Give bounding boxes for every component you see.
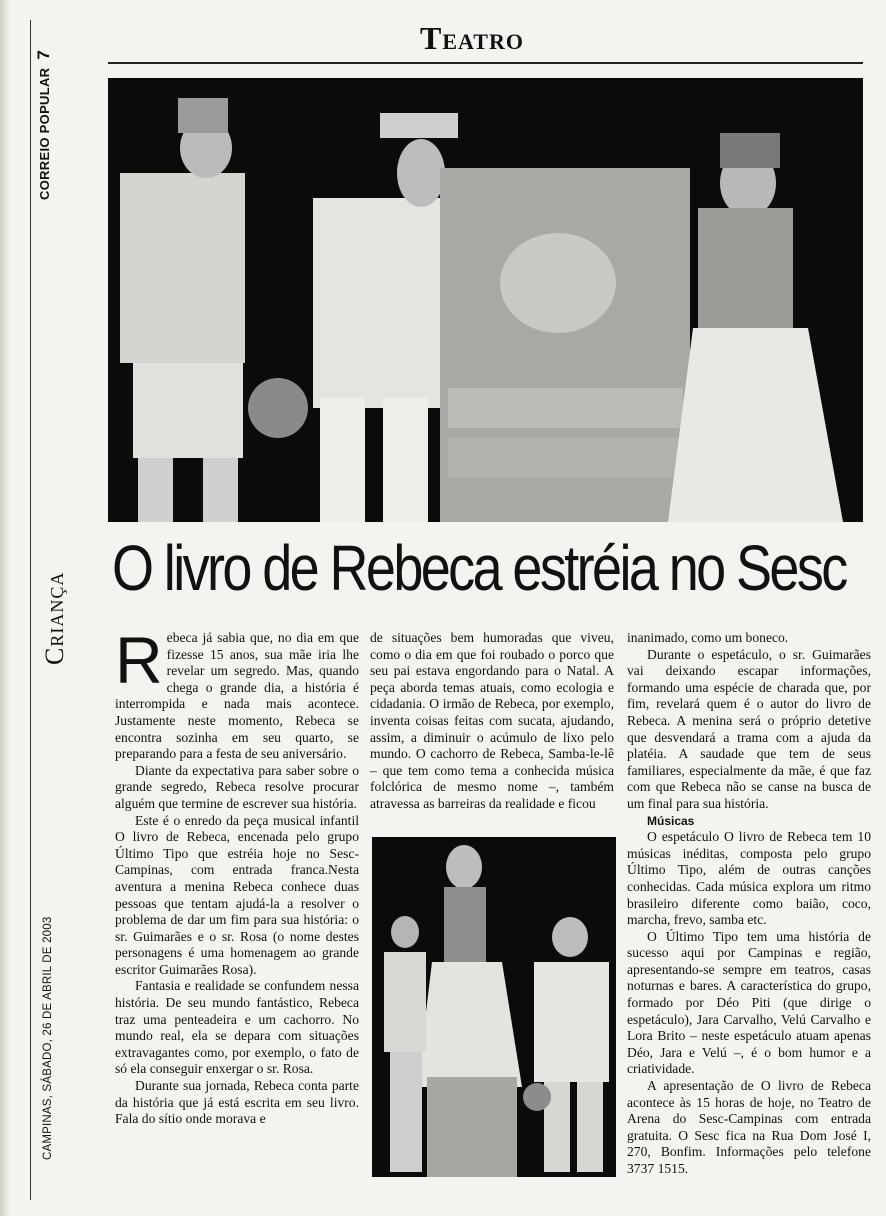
paragraph: Fantasia e realidade se confundem nessa história. De seu mundo fantástico, Rebeca traz uma penteadeira e um cachorro. No mundo real, ela se depara com situações extravagantes como, por exemplo, o fato de só ela conseguir enxergar o sr. Rosa. — [115, 978, 359, 1077]
article-column-2 — [370, 630, 614, 813]
page-binding-shadow — [0, 0, 10, 1216]
article-column-3 — [627, 630, 871, 1178]
stage-photo-top — [108, 78, 863, 522]
section-title: Teatro — [420, 20, 524, 56]
paragraph-text: ebeca já sabia que, no dia em que fizesse 15 anos, sua mãe iria lhe revelar um segredo. Mas, quando chega o grande dia, a história é interrompida e nada mais acontece. Justamente neste momento, Rebeca se encontra sozinha em seu quarto, se preparando para a festa de seu aniversário. — [115, 630, 359, 762]
stage-photo-illustration — [108, 78, 863, 522]
stage-photo-inline — [372, 837, 616, 1177]
paragraph: Este é o enredo da peça musical infantil O livro de Rebeca, encenada pelo grupo Último Tipo que estréia hoje no Sesc-Campinas, com entrada franca.Nesta aventura a menina Rebeca conhece duas pessoas que tentam ajudá-la a resolver o problema de dar um fim para sua história: o sr. Guimarães e o sr. Rosa (o nome destes personagens é uma homenagem ao grande escritor Guimarães Rosa). — [115, 812, 359, 977]
paragraph: Durante o espetáculo, o sr. Guimarães vai deixando escapar informações, formando uma espécie de charada que, por fim, revelará quem é o autor do livro de Rebeca. A menina será o próprio detetive que desvendará a trama com a ajuda da platéia. A saudade que tem de seus familiares, especialmente da mãe, é que faz com que Rebeca não se canse na busca de um final para sua história. — [627, 646, 871, 811]
paragraph: inanimado, como um boneco. — [627, 630, 789, 645]
dateline: CAMPINAS, SÁBADO, 26 DE ABRIL DE 2003 — [42, 916, 54, 1160]
paragraph: de situações bem humoradas que viveu, como o dia em que foi roubado o porco que seu pai estava engordando para o Natal. A peça aborda temas atuais, como ecologia e cidadania. O irmão de Rebeca, por exemplo, inventa coisas feitas com sucata, ajudando, assim, a diminuir o acúmulo de lixo pelo mundo. O cachorro de Rebeca, Samba-le-lê – que tem como tema a conhecida música folclórica de mesmo nome –, também atravessa as barreiras da realidade e ficou — [370, 630, 614, 811]
subheading: Músicas — [647, 813, 695, 828]
paragraph: Diante da expectativa para saber sobre o grande segredo, Rebeca resolve procurar alguém que termine de escrever sua história. — [115, 762, 359, 811]
publication-label: CORREIO POPULAR — [37, 67, 52, 200]
paragraph: A apresentação de O livro de Rebeca acontece às 15 horas de hoje, no Teatro de Arena do Sesc-Campinas com entrada gratuita. O Sesc fica na Rua Dom José I, 270, Bonfim. Informações pelo telefone 3737 1515. — [627, 1078, 871, 1176]
header-rule — [108, 62, 863, 64]
drop-cap: R — [115, 623, 163, 697]
paragraph: O Último Tipo tem uma história de sucesso aqui por Campinas e região, apresentando-se sempre em teatros, casas noturnas e bares. A característica do grupo, formado por Déo Piti (que dirige o espetáculo), Jara Carvalho, Velú Carvalho e Lora Brito – neste espetáculo atuam apenas Déo, Jara e Velú –, é o bom humor e a criatividade. — [627, 928, 871, 1077]
publication-name — [34, 50, 54, 200]
headline: O livro de Rebeca estréia no Sesc — [112, 533, 846, 604]
sidebar-rule — [30, 20, 31, 1200]
paragraph — [115, 623, 359, 763]
paragraph: Durante sua jornada, Rebeca conta parte da história que já está escrita em seu livro. Fala do sítio onde morava e — [115, 1078, 359, 1127]
page-number: 7 — [34, 49, 53, 60]
paragraph: O espetáculo O livro de Rebeca tem 10 músicas inéditas, composta pelo grupo Último Tipo, além de outras canções conhecidas. Cada música explora um ritmo brasileiro diferente como baião, coco, marcha, frevo, samba etc. — [627, 829, 871, 928]
stage-photo-inline-illustration — [372, 837, 616, 1177]
section-label: Criança — [40, 571, 69, 665]
article-column-1 — [115, 623, 359, 1128]
